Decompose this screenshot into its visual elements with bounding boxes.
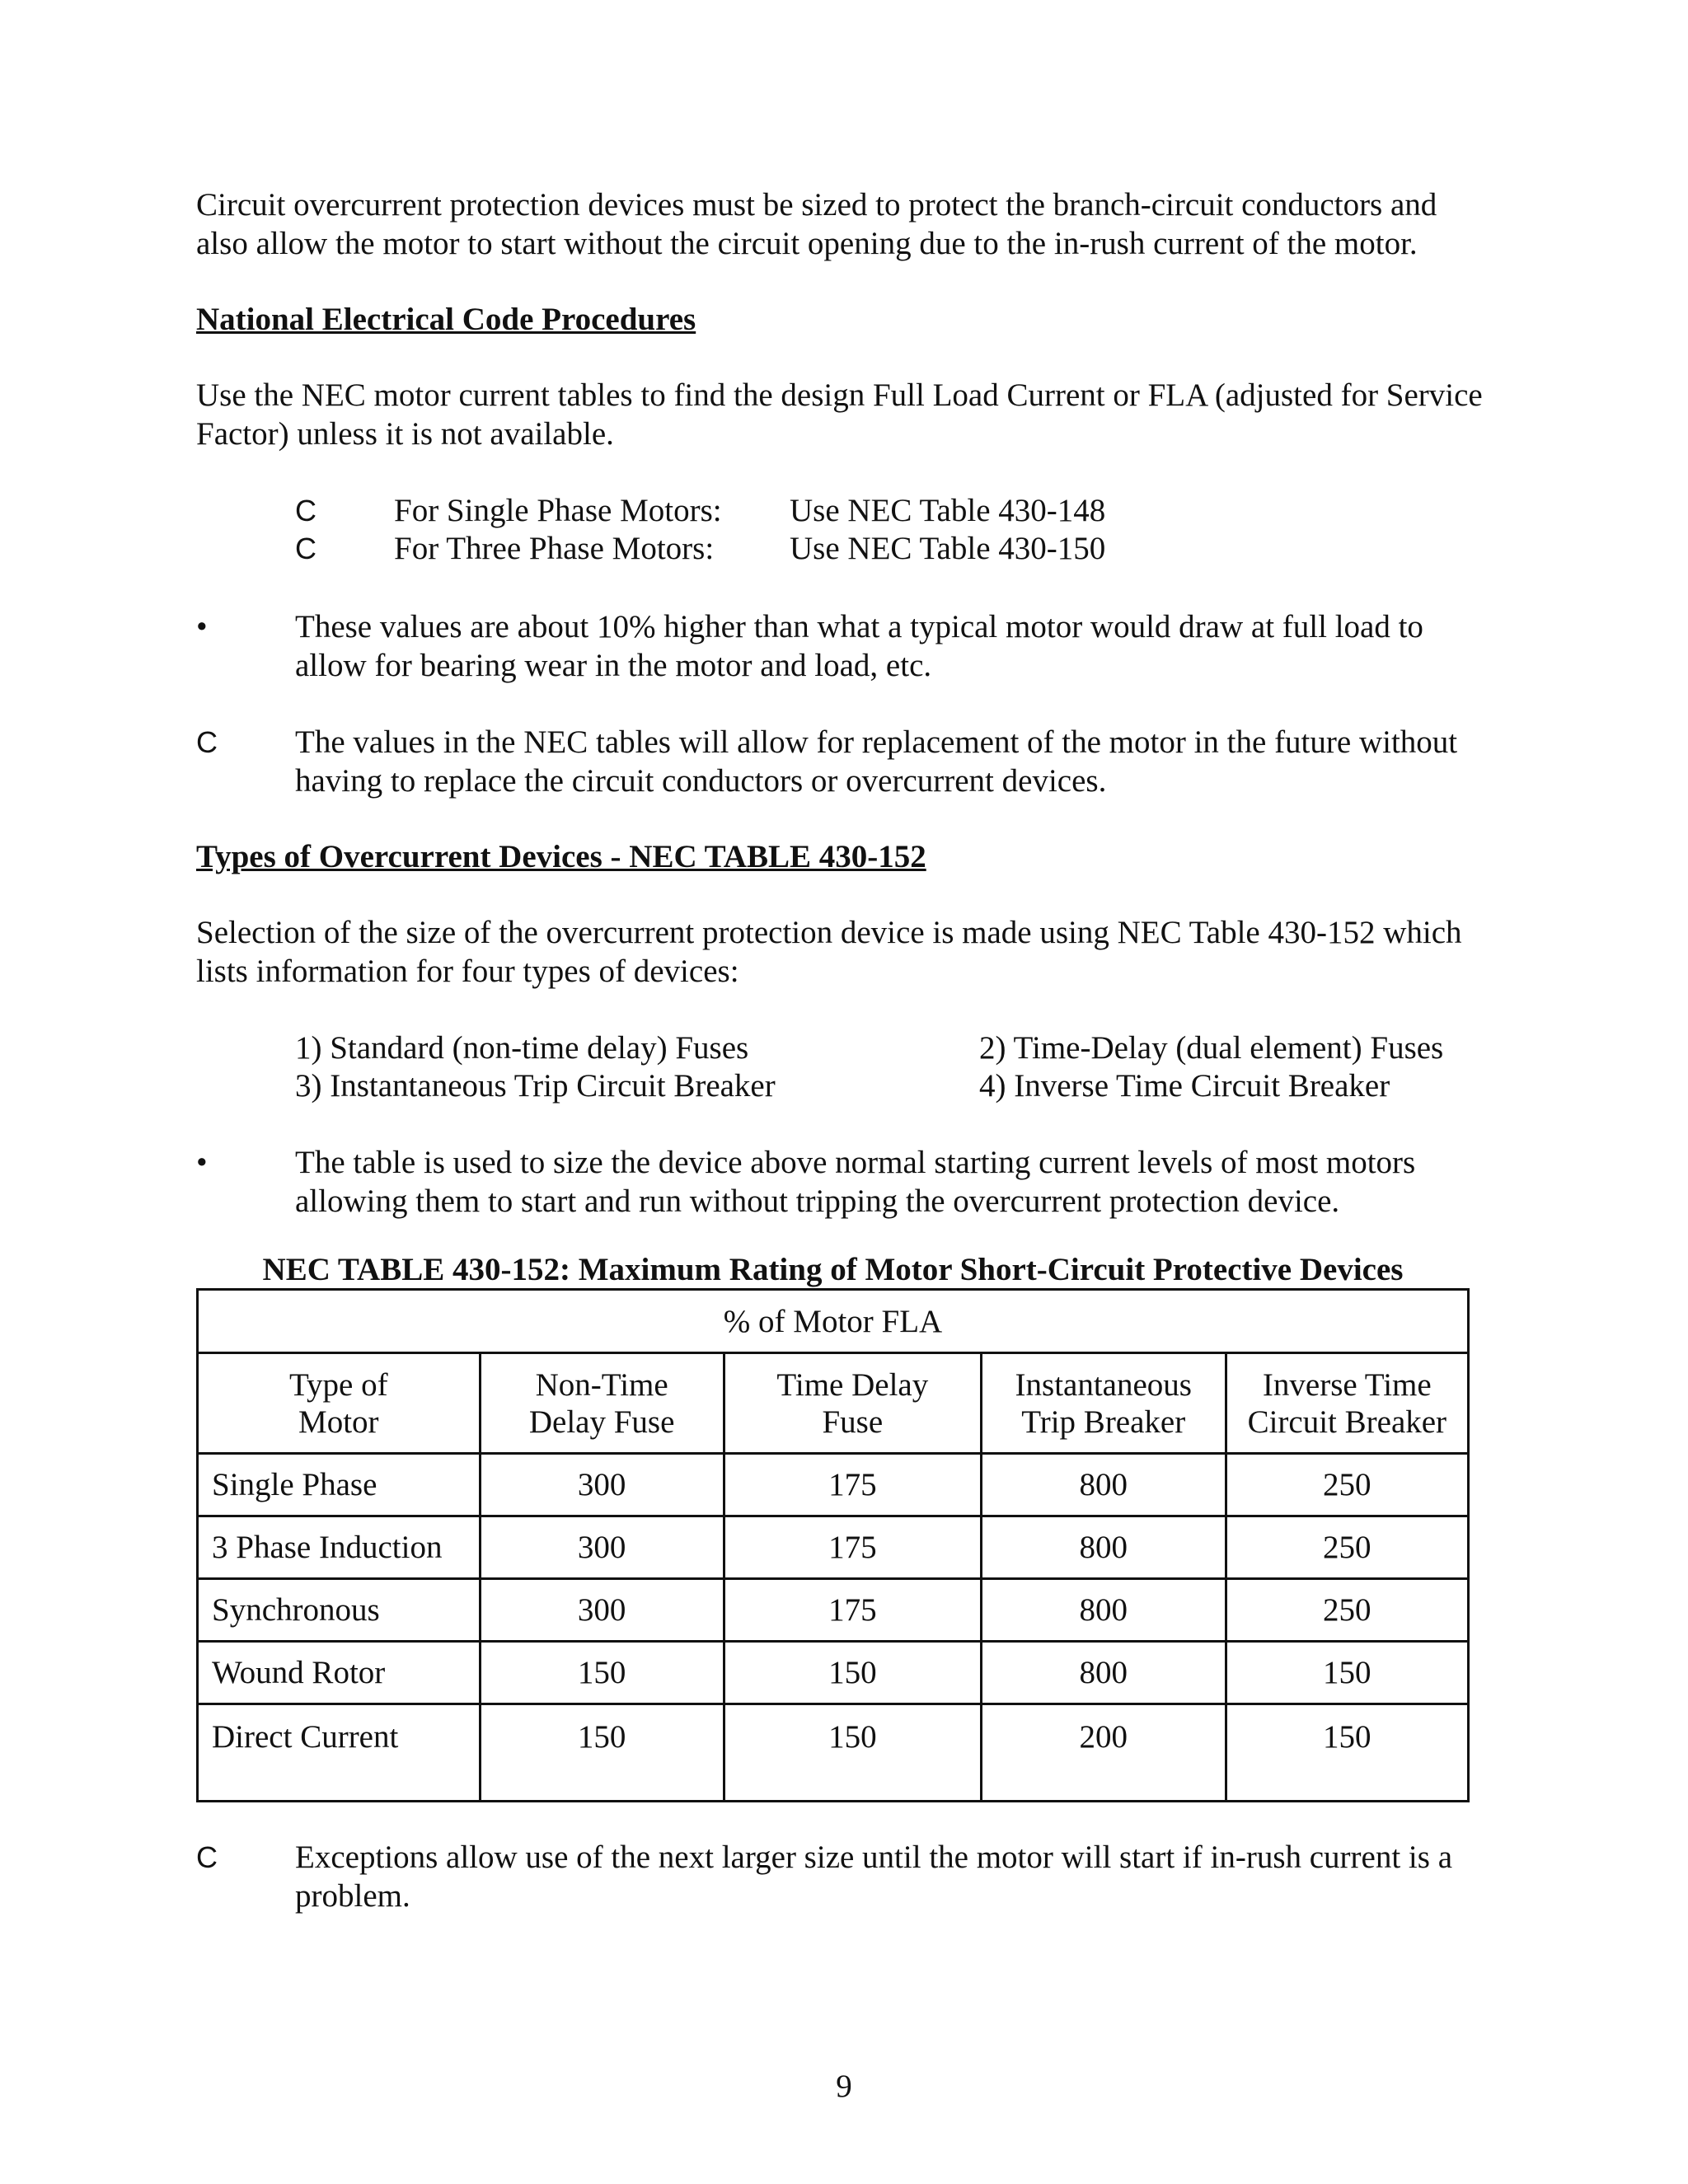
sub-item-marker: C	[295, 532, 316, 565]
selection-line-1: Selection of the size of the overcurrent protection device is made using NEC Table 430-152 which	[196, 915, 1462, 950]
table-row	[198, 1579, 1469, 1642]
table-row	[198, 1516, 1469, 1579]
table-cell: 150	[1226, 1704, 1468, 1802]
header-line-1: Type of	[288, 1366, 388, 1403]
exception-line-2: problem.	[295, 1878, 410, 1914]
bullet-marker: C	[196, 725, 218, 759]
table-header-row	[198, 1353, 1469, 1454]
table-cell: 250	[1226, 1579, 1468, 1642]
exception-line-1: Exceptions allow use of the next larger size until the motor will start if in-rush current is a	[295, 1840, 1452, 1875]
table-cell: 175	[724, 1516, 981, 1579]
section-heading-nec-procedures: National Electrical Code Procedures	[196, 302, 696, 337]
header-line-2: Fuse	[822, 1404, 884, 1440]
table-column-header	[198, 1353, 481, 1454]
table-cell: 175	[724, 1454, 981, 1516]
header-line-1: Time Delay	[776, 1366, 929, 1403]
header-line-1: Inverse Time	[1262, 1366, 1432, 1403]
table-cell: 150	[1226, 1642, 1468, 1704]
table-cell: 800	[981, 1454, 1226, 1516]
header-line-1: Instantaneous	[1015, 1366, 1192, 1403]
intro-line-1: Circuit overcurrent protection devices must be sized to protect the branch-circuit conductors and	[196, 187, 1437, 223]
table-cell: 150	[480, 1704, 724, 1802]
table-column-header	[724, 1353, 981, 1454]
bullet-line-1: These values are about 10% higher than what a typical motor would draw at full load to	[295, 609, 1423, 644]
table-cell-motor-type: Synchronous	[198, 1579, 481, 1642]
sub-item-value: Use NEC Table 430-150	[790, 531, 1106, 566]
selection-line-2: lists information for four types of devices:	[196, 954, 739, 989]
table-cell: 800	[981, 1579, 1226, 1642]
table-cell: 300	[480, 1516, 724, 1579]
table-span-header-row	[198, 1290, 1469, 1353]
table-cell: 300	[480, 1579, 724, 1642]
exception-text	[295, 1838, 1531, 1915]
bullet-line-2: having to replace the circuit conductors or overcurrent devices.	[295, 763, 1107, 799]
device-list-item: 4) Inverse Time Circuit Breaker	[979, 1068, 1390, 1104]
table-cell-motor-type: Direct Current	[198, 1704, 481, 1802]
table-cell: 175	[724, 1579, 981, 1642]
table-cell-motor-type: Single Phase	[198, 1454, 481, 1516]
header-line-2: Trip Breaker	[1021, 1404, 1186, 1440]
page-number: 9	[836, 2069, 852, 2104]
nec-procedures-paragraph	[196, 376, 1548, 453]
device-list-item: 1) Standard (non-time delay) Fuses	[295, 1030, 749, 1066]
table-cell: 800	[981, 1516, 1226, 1579]
table-cell: 800	[981, 1642, 1226, 1704]
table-cell: 150	[724, 1642, 981, 1704]
table-cell: 250	[1226, 1516, 1468, 1579]
sub-item-value: Use NEC Table 430-148	[790, 493, 1106, 528]
device-list-item: 3) Instantaneous Trip Circuit Breaker	[295, 1068, 776, 1104]
table-column-header	[1226, 1353, 1468, 1454]
table-row	[198, 1454, 1469, 1516]
nec-table-430-152	[196, 1288, 1470, 1802]
table-cell-motor-type: 3 Phase Induction	[198, 1516, 481, 1579]
table-row	[198, 1642, 1469, 1704]
bullet-marker: •	[196, 609, 208, 644]
table-cell: 150	[480, 1642, 724, 1704]
nec-procedures-line-2: Factor) unless it is not available.	[196, 416, 614, 452]
table-column-header	[981, 1353, 1226, 1454]
table-cell: 300	[480, 1454, 724, 1516]
bullet-text	[295, 1143, 1531, 1221]
bullet-text	[295, 607, 1531, 685]
table-caption: NEC TABLE 430-152: Maximum Rating of Motor Short-Circuit Protective Devices	[262, 1252, 1404, 1287]
intro-line-2: also allow the motor to start without the circuit opening due to the in-rush current of the motor.	[196, 226, 1418, 261]
header-line-1: Non-Time	[535, 1366, 668, 1403]
table-cell: 200	[981, 1704, 1226, 1802]
table-cell: 250	[1226, 1454, 1468, 1516]
sub-item-marker: C	[295, 494, 316, 527]
table-column-header	[480, 1353, 724, 1454]
sub-item-label: For Three Phase Motors:	[394, 531, 715, 566]
bullet-text	[295, 723, 1531, 800]
table-span-header: % of Motor FLA	[198, 1290, 1469, 1353]
header-line-2: Delay Fuse	[528, 1404, 675, 1440]
table-cell-motor-type: Wound Rotor	[198, 1642, 481, 1704]
section-heading-overcurrent-devices: Types of Overcurrent Devices - NEC TABLE 430-152	[196, 839, 926, 874]
table-cell: 150	[724, 1704, 981, 1802]
bullet-marker: C	[196, 1840, 218, 1874]
device-list-item: 2) Time-Delay (dual element) Fuses	[979, 1030, 1444, 1066]
nec-procedures-line-1: Use the NEC motor current tables to find the design Full Load Current or FLA (adjusted for Service	[196, 377, 1483, 413]
selection-paragraph	[196, 913, 1548, 991]
header-line-2: Motor	[298, 1404, 379, 1440]
bullet-line-2: allowing them to start and run without tripping the overcurrent protection device.	[295, 1183, 1340, 1219]
bullet-line-2: allow for bearing wear in the motor and load, etc.	[295, 648, 932, 683]
bullet-line-1: The table is used to size the device above normal starting current levels of most motors	[295, 1145, 1416, 1180]
bullet-marker: •	[196, 1145, 208, 1180]
table-row	[198, 1704, 1469, 1802]
bullet-line-1: The values in the NEC tables will allow for replacement of the motor in the future without	[295, 724, 1458, 760]
header-line-2: Circuit Breaker	[1247, 1404, 1447, 1440]
sub-item-label: For Single Phase Motors:	[394, 493, 722, 528]
intro-paragraph	[196, 185, 1548, 263]
